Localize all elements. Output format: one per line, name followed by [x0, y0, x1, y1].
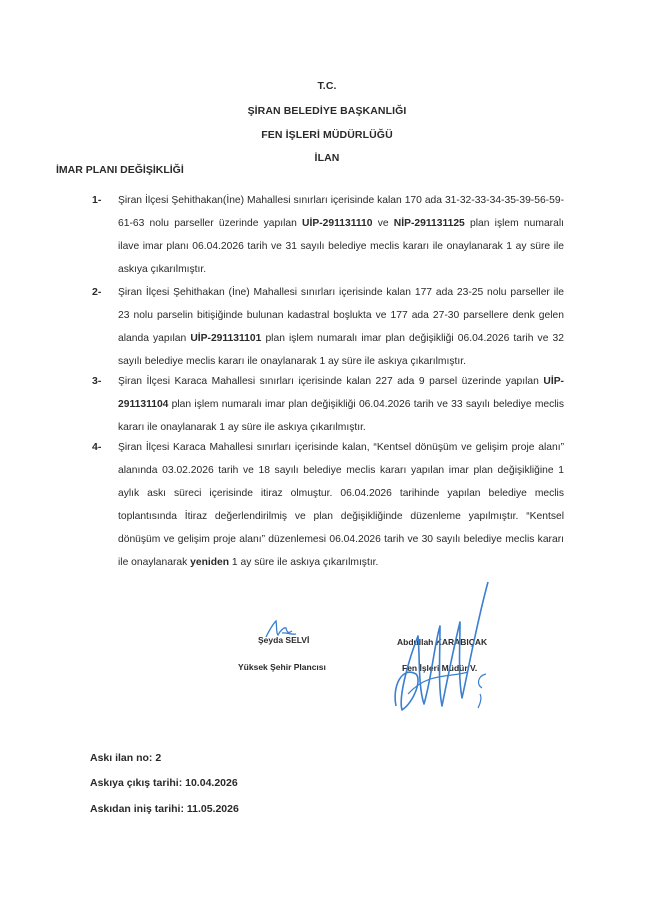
- aski-ilan-no: Askı ilan no: 2: [90, 752, 162, 764]
- announcement-item: [92, 370, 564, 439]
- item-text: [118, 281, 564, 373]
- announcement-item: [92, 281, 564, 373]
- askidan-inis-tarihi: Askıdan iniş tarihi: 11.05.2026: [90, 803, 239, 815]
- header-tc: T.C.: [317, 80, 337, 92]
- plan-code: UİP-291131101: [190, 333, 262, 344]
- signatory-title: Fen İşleri Müdür V.: [402, 663, 478, 673]
- header-ilan: İLAN: [314, 152, 340, 164]
- item-number: 1-: [92, 194, 102, 206]
- section-title: İMAR PLANI DEĞİŞİKLİĞİ: [56, 164, 184, 176]
- item-number: 3-: [92, 375, 102, 387]
- announcement-item: [92, 189, 564, 281]
- header-department: FEN İŞLERİ MÜDÜRLÜĞÜ: [261, 129, 393, 141]
- header-municipality: ŞİRAN BELEDİYE BAŞKANLIĞI: [247, 105, 407, 117]
- text-run: Şiran İlçesi Karaca Mahallesi sınırları içerisinde kalan, “Kentsel dönüşüm ve gelişim proje alanı” alanında 03.02.2026 tarih ve 18 sayılı belediye meclis kararı yapılan imar plan değişikliğine 1 aylık askı süreci içerisinde itiraz olmuştur. 06.04.2026 tarihinde yapılan belediye meclis toplantısında İtiraz değerlendirilmiş ve plan değişikliğinde düzenleme yapılmıştır. “Kentsel dönüşüm ve gelişim proje alanı” düzenlemesi 06.04.2026 tarih ve 30 sayılı belediye meclis kararı ile onaylanarak: [118, 442, 564, 568]
- signature-abdullah-karabicak: [388, 576, 498, 726]
- item-text: [118, 436, 564, 574]
- text-run: plan işlem numaralı imar plan değişikliği 06.04.2026 tarih ve 32 sayılı belediye meclis kararı ile onaylanarak 1 ay süre ile askıya çıkarılmıştır.: [118, 333, 564, 367]
- item-text: [118, 189, 564, 281]
- plan-code: yeniden: [190, 557, 230, 568]
- item-number: 2-: [92, 286, 102, 298]
- item-number: 4-: [92, 441, 102, 453]
- plan-code: UİP-291131110: [302, 218, 373, 229]
- text-run: 1 ay süre ile askıya çıkarılmıştır.: [229, 557, 379, 568]
- text-run: Şiran İlçesi Şehithakan(İne) Mahallesi sınırları içerisinde kalan 170 ada 31-32-33-34-35-39-56-59-61-63 nolu parseller üzerinde yapılan: [118, 195, 564, 229]
- text-run: plan işlem numaralı imar plan değişikliği 06.04.2026 tarih ve 33 sayılı belediye meclis kararı ile onaylanarak 1 ay süre ile askıya çıkarılmıştır.: [118, 399, 564, 433]
- signatory-name: Şeyda SELVİ: [258, 635, 310, 645]
- signatory-name: Abdullah KARABIÇAK: [397, 637, 488, 647]
- announcement-item: [92, 436, 564, 574]
- text-run: Şiran İlçesi Şehithakan (İne) Mahallesi sınırları içerisinde kalan 177 ada 23-25 nolu parseller ile 23 nolu parselin bitişiğinde bulunan kadastral boşlukta ve 177 ada 27-30 parsellere denk gelen alanda yapılan: [118, 287, 564, 344]
- text-run: plan işlem numaralı ilave imar planı 06.04.2026 tarih ve 31 sayılı belediye meclis kararı ile onaylanarak 1 ay süre ile askıya çıkarılmıştır.: [118, 218, 564, 275]
- plan-code: UİP-291131104: [118, 376, 564, 410]
- askiya-cikis-tarihi: Askıya çıkış tarihi: 10.04.2026: [90, 777, 238, 789]
- signatory-title: Yüksek Şehir Plancısı: [238, 662, 326, 672]
- text-run: ve: [372, 218, 394, 229]
- text-run: Şiran İlçesi Karaca Mahallesi sınırları içerisinde kalan 227 ada 9 parsel üzerinde yapılan: [118, 376, 544, 387]
- item-text: [118, 370, 564, 439]
- plan-code: NİP-291131125: [393, 218, 465, 229]
